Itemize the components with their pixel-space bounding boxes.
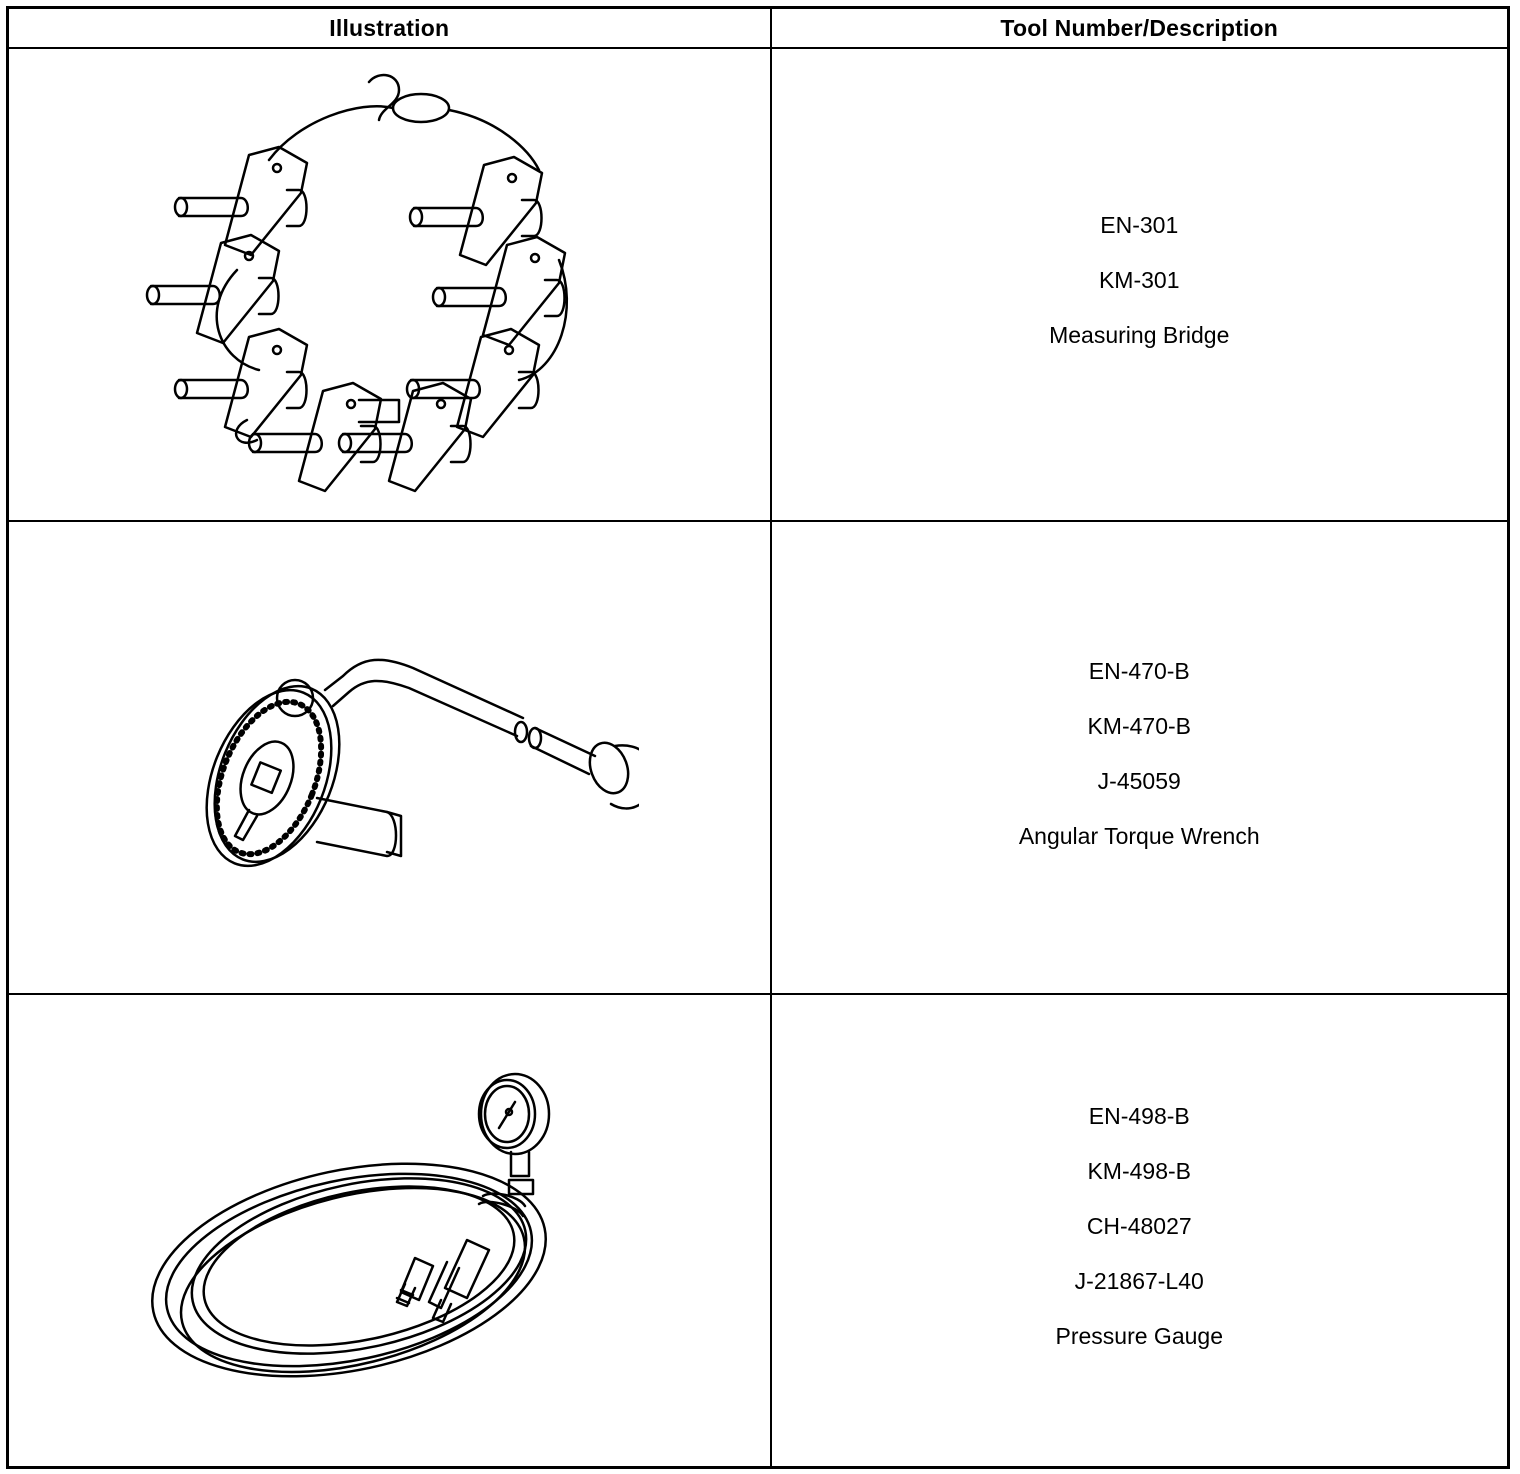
- tool-number: KM-470-B: [1087, 712, 1192, 739]
- illustration-cell: [8, 994, 771, 1467]
- table-row: [8, 521, 1509, 994]
- tool-number: EN-498-B: [1088, 1102, 1190, 1129]
- tool-description-cell: [771, 48, 1509, 521]
- tool-number: KM-498-B: [1087, 1157, 1192, 1184]
- tool-description: Angular Torque Wrench: [1018, 822, 1260, 849]
- special-tools-table: [6, 6, 1510, 1469]
- tool-description: Pressure Gauge: [1055, 1322, 1223, 1349]
- tool-number: KM-301: [1098, 267, 1180, 293]
- tool-description-cell: [771, 994, 1509, 1467]
- pressure-gauge-icon: [139, 1070, 639, 1390]
- tool-number: J-21867-L40: [1074, 1267, 1204, 1294]
- tool-description-cell: [771, 521, 1509, 994]
- tool-number: J-45059: [1097, 767, 1181, 794]
- tool-number: CH-48027: [1086, 1212, 1192, 1239]
- tool-description-header: Tool Number/Description: [771, 8, 1509, 49]
- measuring-bridge-icon: [139, 60, 639, 510]
- table-row: [8, 48, 1509, 521]
- illustration-header: Illustration: [8, 8, 771, 49]
- tool-number: EN-301: [1100, 212, 1179, 238]
- header-row: [8, 8, 1509, 49]
- table-row: [8, 994, 1509, 1467]
- illustration-cell: [8, 48, 771, 521]
- angular-torque-wrench-icon: [139, 628, 639, 888]
- illustration-cell: [8, 521, 771, 994]
- tool-number: EN-470-B: [1088, 657, 1190, 684]
- tool-description: Measuring Bridge: [1049, 322, 1230, 348]
